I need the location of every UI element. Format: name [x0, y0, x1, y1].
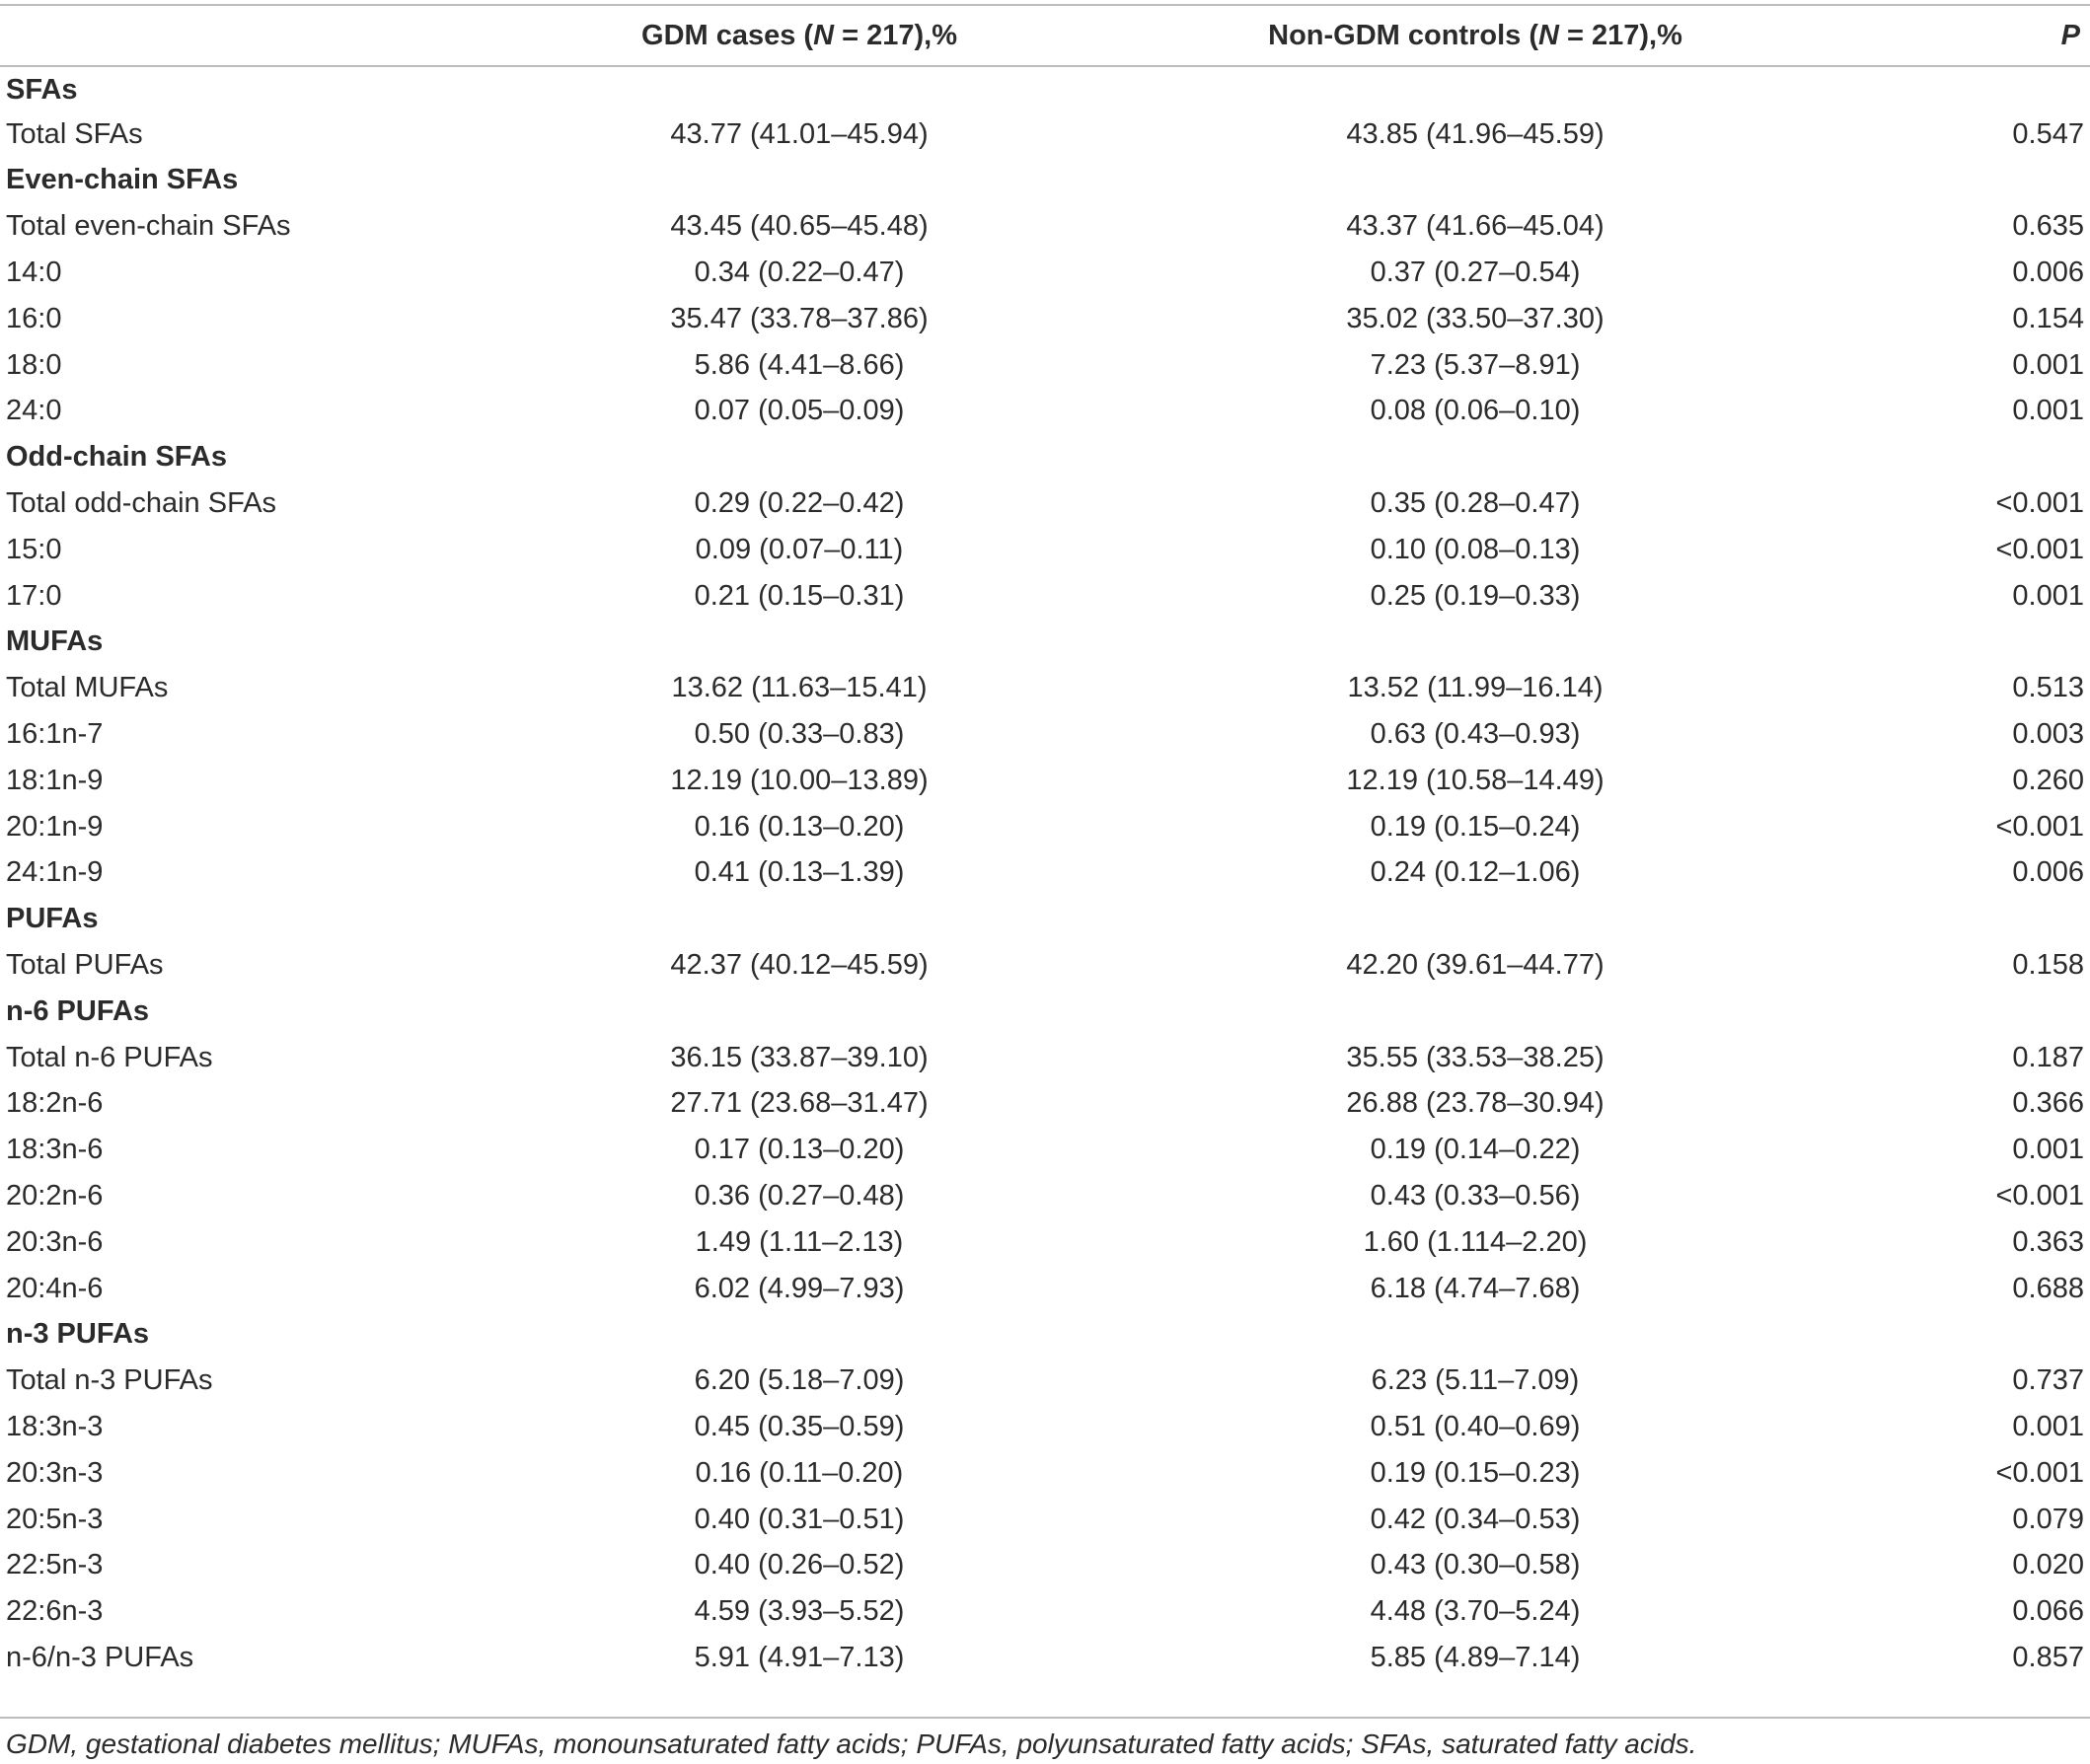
non-gdm-value-cell: 43.85 (41.96–45.59)	[1346, 117, 1605, 150]
p-value-cell	[1855, 620, 2090, 666]
non-gdm-value-cell: 6.23 (5.11–7.09)	[1371, 1364, 1580, 1397]
header-non-n: N	[1537, 19, 1559, 51]
gdm-value-cell: 0.40 (0.26–0.52)	[694, 1549, 905, 1581]
gdm-value-cell: 0.50 (0.33–0.83)	[694, 718, 905, 751]
non-gdm-value-cell: 0.42 (0.34–0.53)	[1370, 1503, 1581, 1535]
non-gdm-value-cell: 7.23 (5.37–8.91)	[1370, 348, 1581, 381]
row-label: Total odd-chain SFAs	[6, 487, 277, 520]
p-value-cell	[1855, 65, 2090, 111]
non-gdm-value-cell: 0.19 (0.15–0.23)	[1370, 1456, 1581, 1489]
p-value-cell: <0.001	[1995, 487, 2084, 520]
p-value-cell: 0.688	[2012, 1272, 2084, 1304]
row-label: 20:3n-6	[6, 1225, 104, 1258]
gdm-value-cell: 0.34 (0.22–0.47)	[694, 257, 905, 289]
row-label: 20:4n-6	[6, 1272, 104, 1304]
p-value-cell: 0.857	[2012, 1641, 2084, 1673]
row-label: Total n-3 PUFAs	[6, 1364, 213, 1397]
section-label: Even-chain SFAs	[6, 164, 239, 196]
header-gdm-prefix: GDM cases (	[641, 19, 814, 51]
row-label: 18:3n-6	[6, 1134, 104, 1166]
row-label: 20:2n-6	[6, 1180, 104, 1213]
gdm-value-cell	[464, 65, 1056, 111]
p-value-cell	[1855, 896, 2090, 942]
gdm-value-cell: 0.29 (0.22–0.42)	[694, 487, 905, 520]
gdm-value-cell: 0.16 (0.13–0.20)	[694, 810, 905, 843]
gdm-value-cell	[464, 989, 1056, 1035]
header-non-prefix: Non-GDM controls (	[1268, 19, 1538, 51]
table-row	[0, 1035, 2090, 1081]
section-label: n-3 PUFAs	[6, 1318, 150, 1351]
row-label: 16:1n-7	[6, 718, 104, 751]
gdm-value-cell: 0.40 (0.31–0.51)	[694, 1503, 905, 1535]
p-value-cell	[1855, 158, 2090, 204]
p-value-cell: <0.001	[1995, 1180, 2084, 1213]
table-row	[0, 527, 2090, 573]
non-gdm-value-cell: 0.43 (0.30–0.58)	[1370, 1549, 1581, 1581]
p-value-cell	[1855, 434, 2090, 480]
row-label: Total PUFAs	[6, 949, 164, 982]
header-gdm-cases	[464, 6, 1056, 65]
non-gdm-value-cell: 0.10 (0.08–0.13)	[1370, 533, 1581, 565]
p-value-cell	[1855, 989, 2090, 1035]
gdm-value-cell: 0.16 (0.11–0.20)	[695, 1456, 904, 1489]
p-value-cell: 0.260	[2012, 764, 2084, 796]
table-bottom-rule	[0, 1717, 2090, 1719]
table-row	[0, 573, 2090, 620]
row-label: 20:1n-9	[6, 810, 104, 843]
table-row	[0, 480, 2090, 527]
non-gdm-value-cell: 35.55 (33.53–38.25)	[1346, 1041, 1605, 1073]
non-gdm-value-cell: 43.37 (41.66–45.04)	[1346, 210, 1605, 243]
gdm-value-cell: 6.20 (5.18–7.09)	[694, 1364, 905, 1397]
row-label: Total n-6 PUFAs	[6, 1041, 213, 1073]
non-gdm-value-cell: 0.19 (0.14–0.22)	[1370, 1134, 1581, 1166]
p-value-cell: 0.006	[2012, 856, 2084, 889]
section-header-row	[0, 989, 2090, 1035]
gdm-value-cell: 0.09 (0.07–0.11)	[695, 533, 904, 565]
p-value-cell: <0.001	[1995, 810, 2084, 843]
gdm-value-cell: 43.77 (41.01–45.94)	[670, 117, 929, 150]
gdm-value-cell	[464, 620, 1056, 666]
gdm-value-cell: 43.45 (40.65–45.48)	[670, 210, 929, 243]
non-gdm-value-cell: 13.52 (11.99–16.14)	[1347, 672, 1604, 704]
non-gdm-value-cell: 35.02 (33.50–37.30)	[1346, 302, 1605, 334]
row-label: 18:3n-3	[6, 1411, 104, 1442]
non-gdm-value-cell	[1056, 620, 1855, 666]
non-gdm-value-cell: 0.08 (0.06–0.10)	[1370, 395, 1581, 427]
table-row	[0, 1404, 2090, 1450]
non-gdm-value-cell: 0.37 (0.27–0.54)	[1370, 257, 1581, 289]
row-label: 17:0	[6, 579, 62, 612]
table-row	[0, 1173, 2090, 1219]
section-label: SFAs	[6, 73, 78, 106]
table-footnote: GDM, gestational diabetes mellitus; MUFAs, monounsaturated fatty acids; PUFAs, polyunsaturated fatty acids; SFAs, saturated fatty acids.	[6, 1728, 1697, 1759]
table-row	[0, 203, 2090, 250]
p-value-cell: 0.547	[2012, 117, 2084, 150]
row-label: 15:0	[6, 533, 62, 565]
row-label: 16:0	[6, 302, 62, 334]
p-value-cell: 0.066	[2012, 1595, 2084, 1628]
gdm-value-cell	[464, 434, 1056, 480]
non-gdm-value-cell: 0.43 (0.33–0.56)	[1370, 1180, 1581, 1213]
gdm-value-cell: 0.21 (0.15–0.31)	[694, 579, 905, 612]
non-gdm-value-cell	[1056, 989, 1855, 1035]
section-label: MUFAs	[6, 625, 104, 658]
section-header-row	[0, 158, 2090, 204]
gdm-value-cell: 42.37 (40.12–45.59)	[670, 949, 929, 982]
table-row	[0, 942, 2090, 989]
table-header	[0, 6, 2090, 65]
non-gdm-value-cell: 0.24 (0.12–1.06)	[1370, 856, 1581, 889]
p-value-cell: 0.154	[2012, 302, 2084, 334]
non-gdm-value-cell	[1056, 896, 1855, 942]
table-row	[0, 250, 2090, 296]
gdm-value-cell: 0.41 (0.13–1.39)	[694, 856, 905, 889]
gdm-value-cell	[464, 158, 1056, 204]
table-row	[0, 1358, 2090, 1404]
p-value-cell: 0.001	[2012, 395, 2084, 427]
p-value-cell: 0.079	[2012, 1503, 2084, 1535]
row-label: 18:0	[6, 348, 62, 381]
row-label: Total MUFAs	[6, 672, 169, 704]
header-gdm-n: N	[813, 19, 835, 51]
section-header-row	[0, 896, 2090, 942]
header-p-value: P	[2060, 19, 2080, 51]
section-header-row	[0, 1312, 2090, 1359]
table-row	[0, 342, 2090, 389]
table-row	[0, 758, 2090, 804]
gdm-value-cell: 0.07 (0.05–0.09)	[694, 395, 905, 427]
p-value-cell: 0.003	[2012, 718, 2084, 751]
table-row	[0, 1497, 2090, 1543]
section-label: n-6 PUFAs	[6, 994, 150, 1027]
table-row	[0, 296, 2090, 342]
non-gdm-value-cell: 6.18 (4.74–7.68)	[1370, 1272, 1581, 1304]
gdm-value-cell: 13.62 (11.63–15.41)	[671, 672, 928, 704]
section-label: Odd-chain SFAs	[6, 441, 227, 474]
non-gdm-value-cell: 26.88 (23.78–30.94)	[1346, 1087, 1605, 1120]
table-row	[0, 850, 2090, 897]
p-value-cell: 0.006	[2012, 257, 2084, 289]
table-row	[0, 1450, 2090, 1497]
gdm-value-cell: 27.71 (23.68–31.47)	[670, 1087, 929, 1120]
row-label: 14:0	[6, 257, 62, 289]
non-gdm-value-cell: 42.20 (39.61–44.77)	[1346, 949, 1605, 982]
gdm-value-cell: 6.02 (4.99–7.93)	[694, 1272, 905, 1304]
row-label: 20:5n-3	[6, 1503, 104, 1535]
p-value-cell: 0.366	[2012, 1087, 2084, 1120]
non-gdm-value-cell	[1056, 65, 1855, 111]
p-value-cell: 0.001	[2012, 1411, 2084, 1442]
non-gdm-value-cell: 1.60 (1.114–2.20)	[1363, 1225, 1588, 1258]
header-non-suffix: = 217),%	[1558, 19, 1682, 51]
table-row	[0, 1266, 2090, 1312]
gdm-value-cell: 1.49 (1.11–2.13)	[695, 1225, 904, 1258]
p-value-cell: 0.187	[2012, 1041, 2084, 1073]
non-gdm-value-cell	[1056, 1312, 1855, 1359]
section-header-row	[0, 620, 2090, 666]
p-value-cell: 0.513	[2012, 672, 2084, 704]
row-label: 22:6n-3	[6, 1595, 104, 1628]
row-label: n-6/n-3 PUFAs	[6, 1641, 194, 1673]
gdm-value-cell: 0.45 (0.35–0.59)	[694, 1411, 905, 1442]
non-gdm-value-cell: 0.25 (0.19–0.33)	[1370, 579, 1581, 612]
p-value-cell: 0.001	[2012, 348, 2084, 381]
non-gdm-value-cell: 0.51 (0.40–0.69)	[1370, 1411, 1581, 1442]
gdm-value-cell: 12.19 (10.00–13.89)	[670, 764, 929, 796]
gdm-value-cell: 35.47 (33.78–37.86)	[670, 302, 929, 334]
fatty-acid-table	[0, 6, 2090, 1681]
row-label: 18:1n-9	[6, 764, 104, 796]
gdm-value-cell	[464, 1312, 1056, 1359]
table-row	[0, 1588, 2090, 1635]
p-value-cell: 0.001	[2012, 579, 2084, 612]
non-gdm-value-cell: 4.48 (3.70–5.24)	[1370, 1595, 1581, 1628]
header-label-cell	[0, 6, 464, 65]
p-value-cell: 0.363	[2012, 1225, 2084, 1258]
non-gdm-value-cell: 0.19 (0.15–0.24)	[1370, 810, 1581, 843]
p-value-cell: <0.001	[1995, 533, 2084, 565]
table-row	[0, 1543, 2090, 1589]
non-gdm-value-cell: 0.63 (0.43–0.93)	[1370, 718, 1581, 751]
section-label: PUFAs	[6, 903, 99, 935]
row-label: 18:2n-6	[6, 1087, 104, 1120]
table-row	[0, 1635, 2090, 1681]
header-non-gdm-controls	[1056, 6, 1855, 65]
section-header-row	[0, 65, 2090, 111]
p-value-cell: 0.001	[2012, 1134, 2084, 1166]
table-row	[0, 665, 2090, 711]
p-value-cell: <0.001	[1995, 1456, 2084, 1489]
table-row	[0, 1081, 2090, 1128]
gdm-value-cell: 4.59 (3.93–5.52)	[694, 1595, 905, 1628]
header-row	[0, 6, 2090, 65]
table-row	[0, 389, 2090, 435]
gdm-value-cell	[464, 896, 1056, 942]
row-label: 20:3n-3	[6, 1456, 104, 1489]
non-gdm-value-cell	[1056, 158, 1855, 204]
gdm-value-cell: 36.15 (33.87–39.10)	[670, 1041, 929, 1073]
section-header-row	[0, 434, 2090, 480]
gdm-value-cell: 5.91 (4.91–7.13)	[694, 1641, 905, 1673]
table-body	[0, 65, 2090, 1681]
non-gdm-value-cell	[1056, 434, 1855, 480]
p-value-cell: 0.020	[2012, 1549, 2084, 1581]
header-gdm-suffix: = 217),%	[834, 19, 957, 51]
table-row	[0, 1127, 2090, 1173]
row-label: Total SFAs	[6, 117, 143, 150]
table-row	[0, 111, 2090, 158]
table-row	[0, 711, 2090, 758]
gdm-value-cell: 0.36 (0.27–0.48)	[694, 1180, 905, 1213]
non-gdm-value-cell: 5.85 (4.89–7.14)	[1370, 1641, 1581, 1673]
row-label: 24:0	[6, 395, 62, 427]
p-value-cell: 0.737	[2012, 1364, 2084, 1397]
gdm-value-cell: 0.17 (0.13–0.20)	[694, 1134, 905, 1166]
gdm-value-cell: 5.86 (4.41–8.66)	[694, 348, 905, 381]
non-gdm-value-cell: 12.19 (10.58–14.49)	[1346, 764, 1605, 796]
p-value-cell: 0.635	[2012, 210, 2084, 243]
row-label: Total even-chain SFAs	[6, 210, 291, 243]
p-value-cell	[1855, 1312, 2090, 1359]
non-gdm-value-cell: 0.35 (0.28–0.47)	[1370, 487, 1581, 520]
p-value-cell: 0.158	[2012, 949, 2084, 982]
row-label: 24:1n-9	[6, 856, 104, 889]
row-label: 22:5n-3	[6, 1549, 104, 1581]
table-row	[0, 1219, 2090, 1266]
table-row	[0, 804, 2090, 850]
